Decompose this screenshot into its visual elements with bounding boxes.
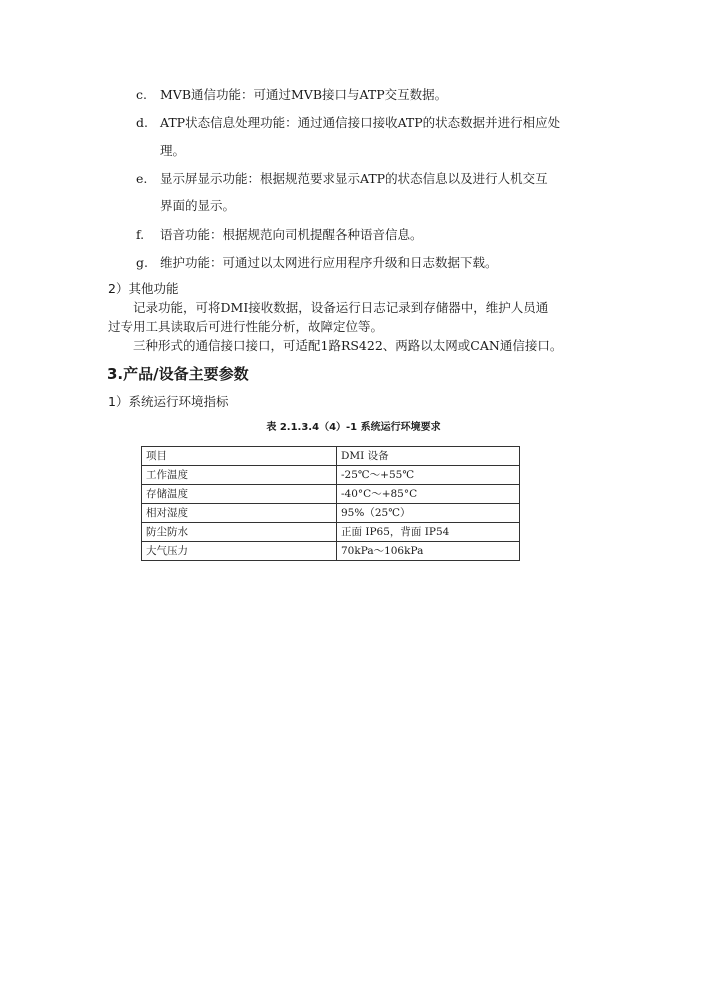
list-text-continuation: 理。 [160, 143, 186, 158]
table-row [142, 542, 520, 561]
table-cell: 防尘防水 [142, 523, 337, 542]
subsection-heading: 2）其他功能 [108, 281, 179, 296]
paragraph-line: 记录功能，可将DMI接收数据，设备运行日志记录到存储器中，维护人员通 [133, 300, 549, 315]
list-text: 显示屏显示功能：根据规范要求显示ATP的状态信息以及进行人机交互 [160, 171, 548, 186]
list-marker: e. [136, 171, 148, 186]
list-marker: c. [136, 87, 147, 102]
list-text: 语音功能：根据规范向司机提醒各种语音信息。 [160, 227, 423, 242]
table-cell: 相对湿度 [142, 504, 337, 523]
table-caption: 表 2.1.3.4（4）-1 系统运行环境要求 [266, 422, 441, 433]
table-cell: 工作温度 [142, 466, 337, 485]
list-text-continuation: 界面的显示。 [160, 198, 236, 213]
list-marker: g. [136, 255, 148, 270]
table-header-cell: DMI 设备 [337, 447, 520, 466]
table-header-row [142, 447, 520, 466]
table-cell: 70kPa～106kPa [337, 542, 520, 561]
table-row [142, 504, 520, 523]
table-row [142, 485, 520, 504]
subsection-heading: 1）系统运行环境指标 [108, 394, 229, 409]
list-text: 维护功能：可通过以太网进行应用程序升级和日志数据下载。 [160, 255, 498, 270]
section-title: 3.产品/设备主要参数 [107, 365, 249, 383]
table-cell: -25℃～+55℃ [337, 466, 520, 485]
paragraph-line: 过专用工具读取后可进行性能分析，故障定位等。 [108, 319, 384, 334]
table-cell: 大气压力 [142, 542, 337, 561]
environment-table [141, 446, 520, 561]
table-row [142, 466, 520, 485]
list-marker: f. [136, 227, 145, 242]
table-cell: 95%（25℃） [337, 504, 520, 523]
paragraph-line: 三种形式的通信接口接口，可适配1路RS422、两路以太网或CAN通信接口。 [133, 338, 563, 353]
table-cell: -40°C～+85°C [337, 485, 520, 504]
table-row [142, 523, 520, 542]
table-cell: 存储温度 [142, 485, 337, 504]
list-text: MVB通信功能：可通过MVB接口与ATP交互数据。 [160, 87, 448, 102]
list-text: ATP状态信息处理功能：通过通信接口接收ATP的状态数据并进行相应处 [160, 115, 561, 130]
list-marker: d. [136, 115, 148, 130]
table-header-cell: 项目 [142, 447, 337, 466]
table-cell: 正面 IP65，背面 IP54 [337, 523, 520, 542]
